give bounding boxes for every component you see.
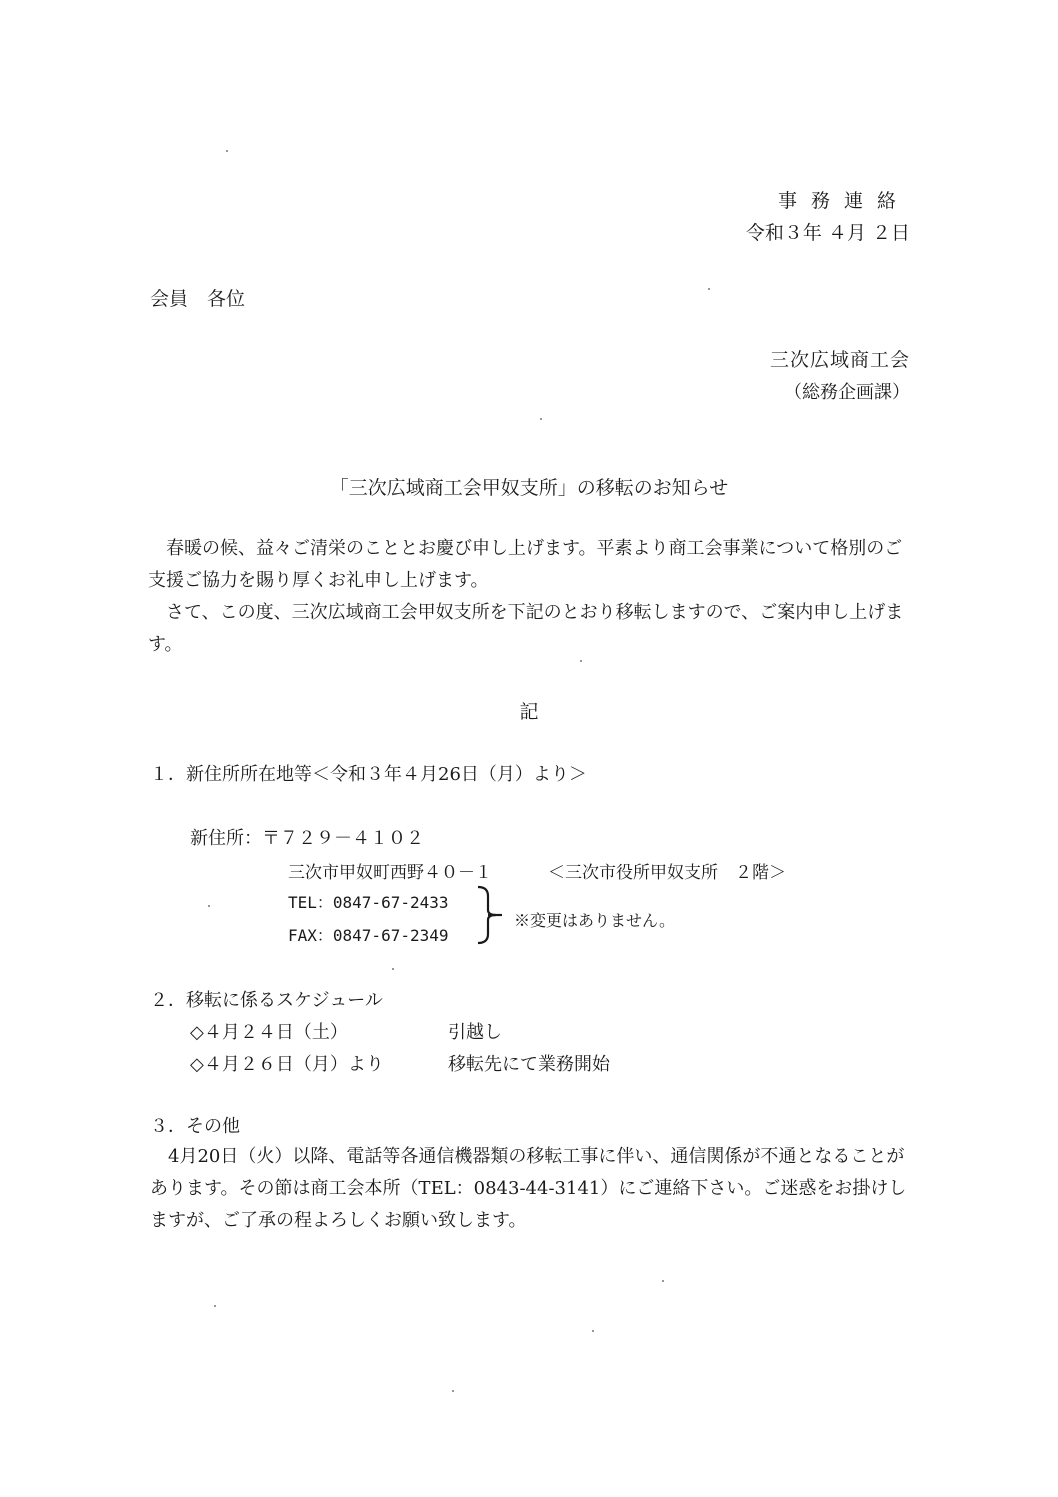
other-notice-paragraph: 4月20日（火）以降、電話等各通信機器類の移転工事に伴い、通信関係が不通となることがあります。その節は商工会本所（TEL：0843-44-3141）にご連絡下さい。ご迷惑をお掛けしますが、ご了承の程よろしくお願い致します。 [150,1146,907,1231]
recipient: 会員 各位 [150,288,246,310]
schedule-activity: 引越し [448,1022,502,1043]
document-title: 「三次広域商工会甲奴支所」の移転のお知らせ [329,477,729,499]
sender-department: （総務企画課） [784,382,910,403]
schedule-activity: 移転先にて業務開始 [448,1054,610,1075]
scan-speck [226,150,228,152]
schedule-date: ◇４月２６日（月）より [190,1054,384,1075]
scan-speck [708,288,710,290]
section-2-heading: ２．移転に係るスケジュール [150,990,383,1011]
schedule-date: ◇４月２４日（土） [190,1022,348,1043]
fax-number: FAX：0847-67-2349 [288,926,449,945]
scan-speck [540,418,542,420]
tel-number: TEL：0847-67-2433 [288,893,449,912]
scan-speck [392,968,394,970]
scan-speck [580,660,582,662]
announcement-paragraph: さて、この度、三次広域商工会甲奴支所を下記のとおり移転しますので、ご案内申し上げます。 [148,602,904,655]
sender-organization: 三次広域商工会 [769,349,910,371]
no-change-note: ※変更はありません。 [514,911,675,930]
document-type: 事務連絡 [777,190,910,212]
right-brace-icon [476,884,504,946]
new-address-postal: 新住所：〒７２９－４１０２ [190,828,424,849]
scan-speck [662,1280,664,1282]
scan-speck [452,1390,454,1392]
scan-speck [592,1330,594,1332]
section-3-heading: ３．その他 [150,1116,240,1137]
scan-speck [214,1305,216,1307]
section-1-heading: １．新住所所在地等＜令和３年４月26日（月）より＞ [150,764,587,785]
document-date: 令和３年 ４月 ２日 [745,222,910,244]
new-address-note: ＜三次市役所甲奴支所 ２階＞ [548,863,786,883]
greeting-paragraph: 春暖の候、益々ご清栄のこととお慶び申し上げます。平素より商工会事業について格別のご支援ご協力を賜り厚くお礼申し上げます。 [148,538,903,591]
ki-heading: 記 [519,701,539,723]
new-address-line: 三次市甲奴町西野４０－１ [288,863,492,883]
scan-speck [208,905,210,907]
